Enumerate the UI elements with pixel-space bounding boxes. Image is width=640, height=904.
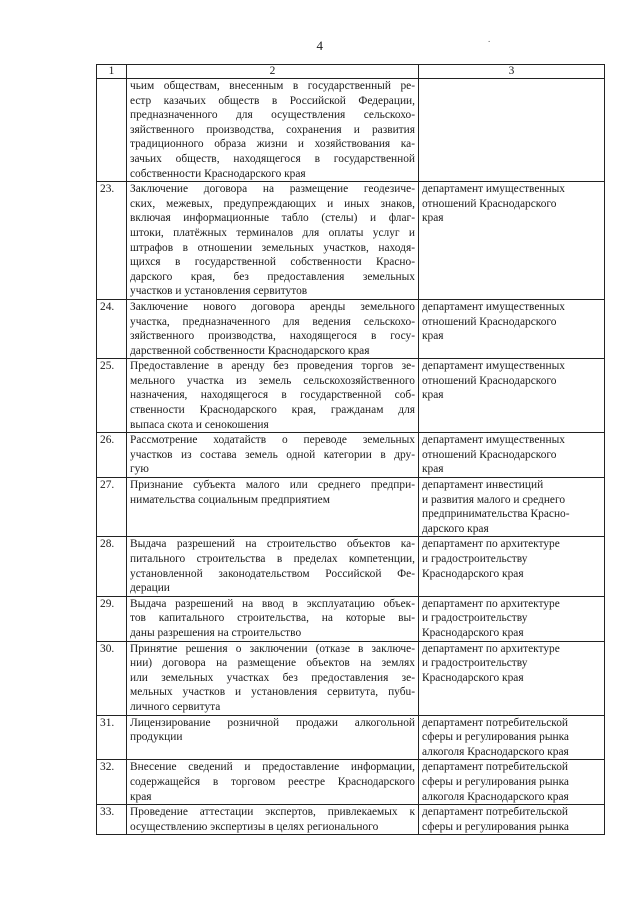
department-line: отношений Краснодарского	[422, 448, 557, 461]
row-number: 27.	[97, 478, 127, 537]
department-line: и градостроительству	[422, 612, 528, 625]
service-name-line: продукции	[130, 731, 183, 744]
department-cell	[419, 596, 605, 641]
department-line: департамент по архитектуре	[422, 597, 560, 610]
department-line: предпринимательства Красно-	[422, 508, 570, 521]
service-name-cell	[127, 182, 419, 300]
row-number: 30.	[97, 641, 127, 715]
department-cell	[419, 715, 605, 760]
department-line: и градостроительству	[422, 553, 528, 565]
service-name-line: дарственной собственности Краснодарского края	[130, 344, 370, 357]
table-row	[97, 641, 605, 715]
service-name-line: зяйственного производства, сохранения и развития	[130, 123, 415, 136]
department-line: алкоголя Краснодарского края	[422, 790, 569, 803]
service-name-line: ственности Краснодарского края, гражданам для	[130, 404, 415, 417]
service-name-cell	[127, 299, 419, 358]
department-cell	[419, 433, 605, 478]
service-name-line: Предоставление в аренду без проведения торгов зе-	[130, 360, 415, 373]
service-name-cell	[127, 715, 419, 760]
service-name-line: дерации	[130, 582, 170, 595]
scan-mark: .	[488, 34, 491, 44]
department-line: сферы и регулирования рынка	[422, 731, 569, 744]
service-name-line: нимательства социальным предприятием	[130, 493, 330, 506]
table-row	[97, 805, 605, 835]
table-row	[97, 596, 605, 641]
department-line: Краснодарского края	[422, 626, 524, 639]
service-name-line: ских, межевых, предупреждающих и иных знаков,	[130, 197, 415, 210]
service-name-line: гую	[130, 463, 149, 476]
table-row	[97, 79, 605, 182]
service-name-line: Лицензирование розничной продажи алкогольной	[130, 716, 415, 729]
department-cell	[419, 805, 605, 835]
department-line: сферы и регулирования рынка	[422, 820, 569, 833]
department-line: департамент потребительской	[422, 716, 569, 729]
department-line: департамент по архитектуре	[422, 642, 560, 655]
service-name-line: предназначенного для осуществления сельскохо-	[130, 109, 415, 122]
department-line: края	[422, 212, 444, 225]
page-number: 4	[316, 38, 324, 53]
service-name-line: края	[130, 790, 152, 803]
service-name-line: включая информационные табло (стелы) и флаг-	[130, 212, 415, 225]
department-cell	[419, 299, 605, 358]
table-row	[97, 715, 605, 760]
service-name-cell	[127, 641, 419, 715]
service-name-line: зяйственного производства, находящегося в госу-	[130, 330, 415, 343]
department-line: департамент имущественных	[422, 360, 565, 373]
service-name-line: Выдача разрешений на ввод в эксплуатацию объек-	[130, 597, 415, 610]
table-row	[97, 433, 605, 478]
department-line: алкоголя Краснодарского края	[422, 745, 569, 758]
department-line: края	[422, 330, 444, 343]
service-name-line: даны разрешения на строительство	[130, 626, 302, 639]
header-col-2: 2	[127, 65, 419, 79]
header-col-1: 1	[97, 65, 127, 79]
service-name-line: собственности Краснодарского края	[130, 167, 306, 180]
service-name-line: зачьих обществ, находящегося в государственной	[130, 152, 415, 165]
department-line: Краснодарского края	[422, 671, 524, 684]
row-number: 23.	[97, 182, 127, 300]
table-row	[97, 359, 605, 433]
service-name-line: Выдача разрешений на строительство объектов ка-	[130, 538, 415, 551]
department-cell	[419, 760, 605, 805]
header-col-3: 3	[419, 65, 605, 79]
service-name-cell	[127, 805, 419, 835]
table-row	[97, 537, 605, 596]
department-line: отношений Краснодарского	[422, 315, 557, 328]
service-name-line: питального строительства в пределах компетенции,	[130, 553, 415, 565]
service-name-line: чьим обществам, внесенным в государственный ре-	[130, 80, 415, 92]
service-name-line: Рассмотрение ходатайств о переводе земельных	[130, 434, 415, 447]
service-name-line: содержащейся в торговом реестре Краснодарского	[130, 775, 415, 788]
service-name-cell	[127, 359, 419, 433]
service-name-line: Заключение нового договора аренды земельного	[130, 300, 415, 313]
department-line: сферы и регулирования рынка	[422, 775, 569, 788]
table-row	[97, 760, 605, 805]
service-name-line: штоки, платёжных терминалов для оплаты услуг и	[130, 226, 415, 239]
table-body	[97, 79, 605, 835]
service-name-line: тов капитального строительства, на которые вы-	[130, 612, 415, 625]
row-number: 31.	[97, 715, 127, 760]
department-cell	[419, 182, 605, 300]
department-line: департамент потребительской	[422, 806, 569, 819]
department-line: Краснодарского края	[422, 567, 524, 580]
department-cell	[419, 79, 605, 182]
service-name-line: дарского края, без предоставления земельных	[130, 270, 415, 283]
row-number: 33.	[97, 805, 127, 835]
service-name-line: естр казачьих обществ в Российской Федерации,	[130, 94, 415, 107]
department-line: департамент имущественных	[422, 300, 565, 313]
table-row	[97, 478, 605, 537]
service-name-line: Признание субъекта малого или среднего предпри-	[130, 479, 415, 492]
department-cell	[419, 478, 605, 537]
service-name-line: или земельных участках без предоставления зе-	[130, 671, 415, 684]
service-name-line: мельного участка из земель сельскохозяйственного	[130, 374, 415, 387]
service-name-line: Принятие решения о заключении (отказе в заключе-	[130, 642, 415, 655]
service-name-line: традиционного образа жизни и хозяйствования ка-	[130, 138, 415, 151]
service-name-line: участков из состава земель одной категории в дру-	[130, 448, 415, 461]
service-name-line: штрафов в отношении земельных участков, находя-	[130, 241, 415, 254]
row-number: 32.	[97, 760, 127, 805]
department-line: отношений Краснодарского	[422, 374, 557, 387]
service-name-line: мельных участков и установления сервитута, пубu-	[130, 686, 415, 699]
services-table	[96, 64, 605, 835]
row-number: 29.	[97, 596, 127, 641]
service-name-line: осуществлению экспертизы в целях регионального	[130, 820, 379, 833]
service-name-line: личного сервитута	[130, 700, 221, 713]
row-number	[97, 79, 127, 182]
department-cell	[419, 359, 605, 433]
department-line: департамент инвестиций	[422, 479, 544, 492]
department-line: отношений Краснодарского	[422, 197, 557, 210]
service-name-cell	[127, 433, 419, 478]
service-name-line: Внесение сведений и предоставление информации,	[130, 761, 415, 774]
service-name-line: участка, предназначенного для ведения сельскохо-	[130, 315, 415, 328]
service-name-cell	[127, 478, 419, 537]
department-line: края	[422, 389, 444, 402]
row-number: 24.	[97, 299, 127, 358]
department-line: департамент потребительской	[422, 761, 569, 774]
department-line: и развития малого и среднего	[422, 493, 566, 506]
department-line: департамент имущественных	[422, 434, 565, 447]
department-line: департамент по архитектуре	[422, 538, 560, 551]
department-line: и градостроительству	[422, 657, 528, 670]
service-name-cell	[127, 596, 419, 641]
row-number: 25.	[97, 359, 127, 433]
table-header-row	[97, 65, 605, 79]
table-row	[97, 299, 605, 358]
service-name-cell	[127, 79, 419, 182]
service-name-line: установленной законодательством Российской Фе-	[130, 567, 415, 580]
department-line: департамент имущественных	[422, 183, 565, 196]
service-name-cell	[127, 537, 419, 596]
row-number: 28.	[97, 537, 127, 596]
service-name-line: участков и установления сервитутов	[130, 285, 308, 298]
table-row	[97, 182, 605, 300]
service-name-line: Заключение договора на размещение геодезиче-	[130, 183, 415, 196]
service-name-line: щихся в государственной собственности Красно-	[130, 256, 415, 269]
service-name-line: назначения, находящегося в государственной соб-	[130, 389, 415, 402]
service-name-line: нии) договора на размещение объектов на землях	[130, 657, 415, 670]
department-cell	[419, 537, 605, 596]
service-name-cell	[127, 760, 419, 805]
department-line: дарского края	[422, 522, 489, 535]
row-number: 26.	[97, 433, 127, 478]
department-cell	[419, 641, 605, 715]
department-line: края	[422, 463, 444, 476]
service-name-line: Проведение аттестации экспертов, привлекаемых к	[130, 806, 415, 819]
service-name-line: выпаса скота и сенокошения	[130, 418, 269, 431]
